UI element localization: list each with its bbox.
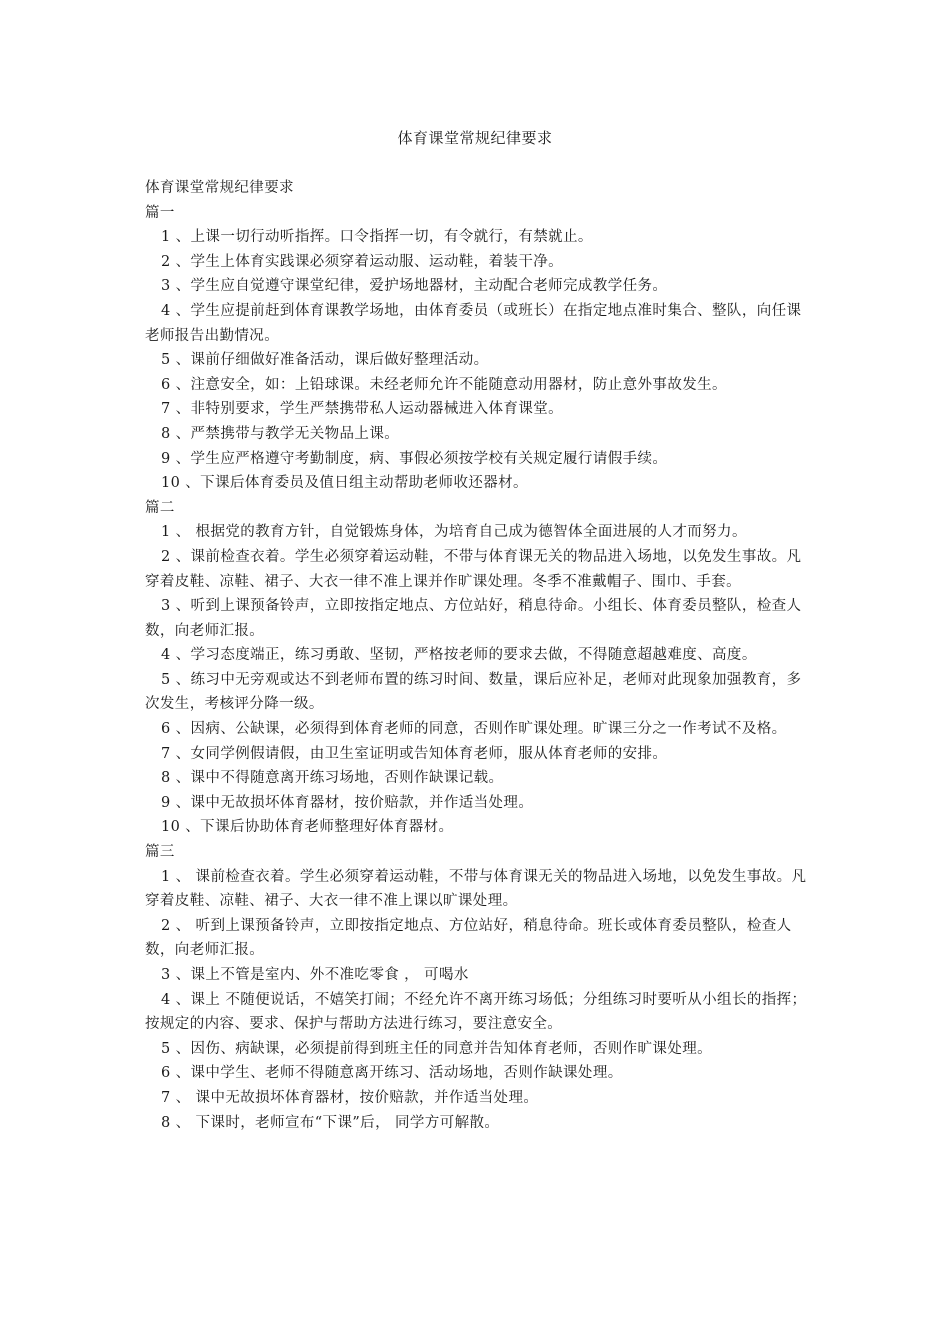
rule-item: 10 、下课后协助体育老师整理好体育器材。 — [161, 819, 454, 836]
rule-item: 8 、课中不得随意离开练习场地，否则作缺课记载。 — [161, 770, 504, 787]
rule-item: 1 、 根据党的教育方针，自觉锻炼身体，为培育自己成为德智体全面进展的人才而努力。 — [161, 524, 747, 541]
rule-item: 5 、练习中无旁观或达不到老师布置的练习时间、数量，课后应补足，老师对此现象加强教育，多次发生，考核评分降一级。 — [145, 671, 802, 713]
rule-item: 5 、因伤、病缺课，必须提前得到班主任的同意并告知体育老师，否则作旷课处理。 — [161, 1040, 713, 1057]
rule-item: 2 、 听到上课预备铃声，立即按指定地点、方位站好，稍息待命。班长或体育委员整队，检查人数，向老师汇报。 — [145, 917, 792, 959]
rule-item: 4 、课上 不随便说话，不嬉笑打闹；不经允许不离开练习场低；分组练习时要听从小组长的指挥；按规定的内容、要求、保护与帮助方法进行练习，要注意安全。 — [145, 991, 807, 1033]
rule-item: 6 、因病、公缺课，必须得到体育老师的同意，否则作旷课处理。旷课三分之一作考试不及格。 — [161, 721, 787, 738]
rule-item: 9 、课中无故损坏体育器材，按价赔款，并作适当处理。 — [161, 794, 534, 811]
section-label-1: 篇一 — [145, 204, 175, 221]
document-title: 体育课堂常规纪律要求 — [397, 129, 553, 147]
rule-item: 5 、课前仔细做好准备活动，课后做好整理活动。 — [161, 352, 489, 369]
rule-item: 2 、课前检查衣着。学生必须穿着运动鞋，不带与体育课无关的物品进入场地，以免发生事故。凡穿着皮鞋、凉鞋、裙子、大衣一律不准上课并作旷课处理。冬季不准戴帽子、围巾、手套。 — [145, 548, 802, 590]
section-label-3: 篇三 — [145, 844, 175, 861]
rule-item: 6 、课中学生、老师不得随意离开练习、活动场地，否则作缺课处理。 — [161, 1065, 623, 1082]
rule-item: 7 、女同学例假请假，由卫生室证明或告知体育老师，服从体育老师的安排。 — [161, 745, 668, 762]
rule-item: 4 、学生应提前赶到体育课教学场地，由体育委员（或班长）在指定地点准时集合、整队，向任课老师报告出勤情况。 — [145, 302, 802, 344]
rule-item: 3 、课上不管是室内、外不准吃零食 ， 可喝水 — [161, 967, 469, 983]
document-body — [145, 176, 810, 1135]
document-heading: 体育课堂常规纪律要求 — [145, 180, 294, 196]
rule-item: 7 、 课中无故损坏体育器材，按价赔款，并作适当处理。 — [161, 1089, 539, 1106]
rule-item: 1 、 课前检查衣着。学生必须穿着运动鞋，不带与体育课无关的物品进入场地，以免发生事故。凡穿着皮鞋、凉鞋、裙子、大衣一律不准上课以旷课处理。 — [145, 868, 807, 910]
rule-item: 7 、非特别要求，学生严禁携带私人运动器械进入体育课堂。 — [161, 401, 564, 418]
rule-item: 3 、听到上课预备铃声，立即按指定地点、方位站好，稍息待命。小组长、体育委员整队，检查人数，向老师汇报。 — [145, 598, 802, 639]
rule-item: 9 、学生应严格遵守考勤制度，病、事假必须按学校有关规定履行请假手续。 — [161, 450, 668, 467]
rule-item: 8 、严禁携带与教学无关物品上课。 — [161, 425, 400, 442]
rule-item: 8 、 下课时，老师宣布“下课”后， 同学方可解散。 — [161, 1114, 500, 1131]
rule-item: 2 、学生上体育实践课必须穿着运动服、运动鞋，着装干净。 — [161, 253, 564, 270]
rule-item: 10 、下课后体育委员及值日组主动帮助老师收还器材。 — [161, 475, 528, 492]
rule-item: 1 、上课一切行动听指挥。口令指挥一切，有令就行，有禁就止。 — [161, 229, 593, 246]
section-label-2: 篇二 — [145, 499, 175, 516]
rule-item: 6 、注意安全，如：上铅球课。未经老师允许不能随意动用器材，防止意外事故发生。 — [161, 376, 727, 393]
rule-item: 3 、学生应自觉遵守课堂纪律，爱护场地器材，主动配合老师完成教学任务。 — [161, 278, 668, 295]
rule-item: 4 、学习态度端正，练习勇敢、坚韧，严格按老师的要求去做，不得随意超越难度、高度。 — [161, 647, 757, 664]
